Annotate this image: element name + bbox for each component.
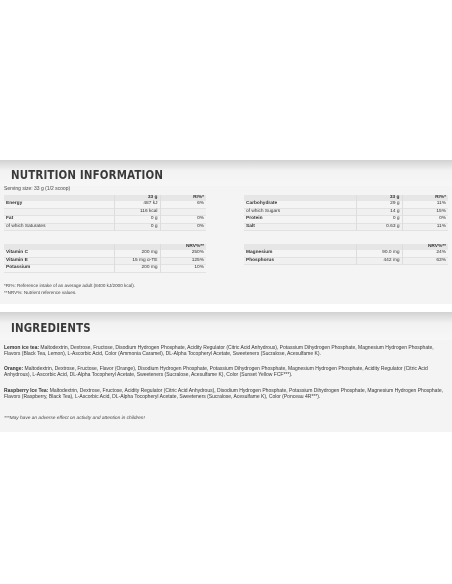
nutrition-table-right xyxy=(244,195,448,231)
flavor-name: Raspberry Ice Tea: xyxy=(4,388,49,394)
footnote-nrv: **NRV%: Nutrient reference values. xyxy=(4,290,77,295)
ingredient-raspberry xyxy=(4,388,444,400)
table-row: Potassium 200 mg 10% xyxy=(6,265,204,271)
table-row: Energy 487 kJ 6% xyxy=(6,201,204,207)
ingredient-text: Maltodextrin, Dextrose, Fructose, Disodium Hydrogen Phosphate, Acidity Regulator (Citric Acid Anhydrous), Potassium Dihydrogen Phosphate, Magnesium Hydrogen Phosphate, Flavors (Black Tea, Lemon), L-Ascorbic Acid, Color (Ammonia Caramel), DL-Alpha Tocopheryl Acetate, Sweeteners (Sucralose, Acesulfame K). xyxy=(4,345,434,358)
table-row: Fat 0 g 0% xyxy=(6,216,204,222)
table-header-row: 33 g RI%* xyxy=(244,195,448,201)
table-header-row: 33 g RI%* xyxy=(4,195,206,201)
table-row: Salt 0.63 g 11% xyxy=(246,223,446,229)
flavor-name: Lemon ice tea: xyxy=(4,345,40,351)
table-header-row: NRV%** xyxy=(4,244,206,250)
table-header-row: NRV%** xyxy=(244,244,448,250)
flavor-name: Orange: xyxy=(4,366,24,372)
ingredients-warning: ***May have an adverse effect on activity and attention in children! xyxy=(4,416,145,421)
table-row: Protein 0 g 0% xyxy=(246,216,446,222)
table-row: Carbohydrate 29 g 11% xyxy=(246,201,446,207)
ingredient-text: Maltodextrin, Dextrose, Fructose, Flavor (Orange), Disodium Hydrogen Phosphate, Potassium Dihydrogen Phosphate, Magnesium Hydrogen Phosphate, Acidity Regulator (Citric Acid Anhydrous), L-Ascorbic Acid, DL-Alpha Tocopheryl Acetate, Sweeteners (Sucralose, Acesulfame K), Color (Sunset Yellow FCF***). xyxy=(4,366,428,379)
table-row: Phosphorus 442 mg 63% xyxy=(246,257,446,263)
ingredients-title: INGREDIENTS xyxy=(11,320,91,335)
table-row: Vitamin E 15 mg α-TE 125% xyxy=(6,257,204,263)
ingredient-text: Maltodextrin, Dextrose, Fructose, Acidity Regulator (Citric Acid Anhydrous), Disodium Hydrogen Phosphate, Potassium Dihydrogen Phosphate, Magnesium Hydrogen Phosphate, Flavors (Raspberry, Black Tea), L-Ascorbic Acid, DL-Alpha Tocopheryl Acetate, Sweeteners (Sucralose, Acesulfame K), Color (Ponceau 4R***). xyxy=(4,388,444,401)
table-row: of which Sugars 14 g 15% xyxy=(246,208,446,214)
footnote-ri: *RI%: Reference intake of an average adult (8400 kJ/2000 kcal). xyxy=(4,283,135,288)
nutrition-title: NUTRITION INFORMATION xyxy=(11,167,164,182)
vitamin-table-right xyxy=(244,244,448,265)
table-row: Magnesium 90.0 mg 24% xyxy=(246,250,446,256)
serving-size: Serving size: 33 g (1/2 scoop) xyxy=(4,186,71,192)
vitamin-table-left xyxy=(4,244,206,273)
ingredient-lemon xyxy=(4,345,444,357)
table-row: Vitamin C 200 mg 250% xyxy=(6,250,204,256)
ingredient-orange xyxy=(4,366,444,378)
table-row: of which Saturates 0 g 0% xyxy=(6,223,204,229)
nutrition-table-left xyxy=(4,195,206,231)
table-row: 116 kcal xyxy=(4,208,206,215)
